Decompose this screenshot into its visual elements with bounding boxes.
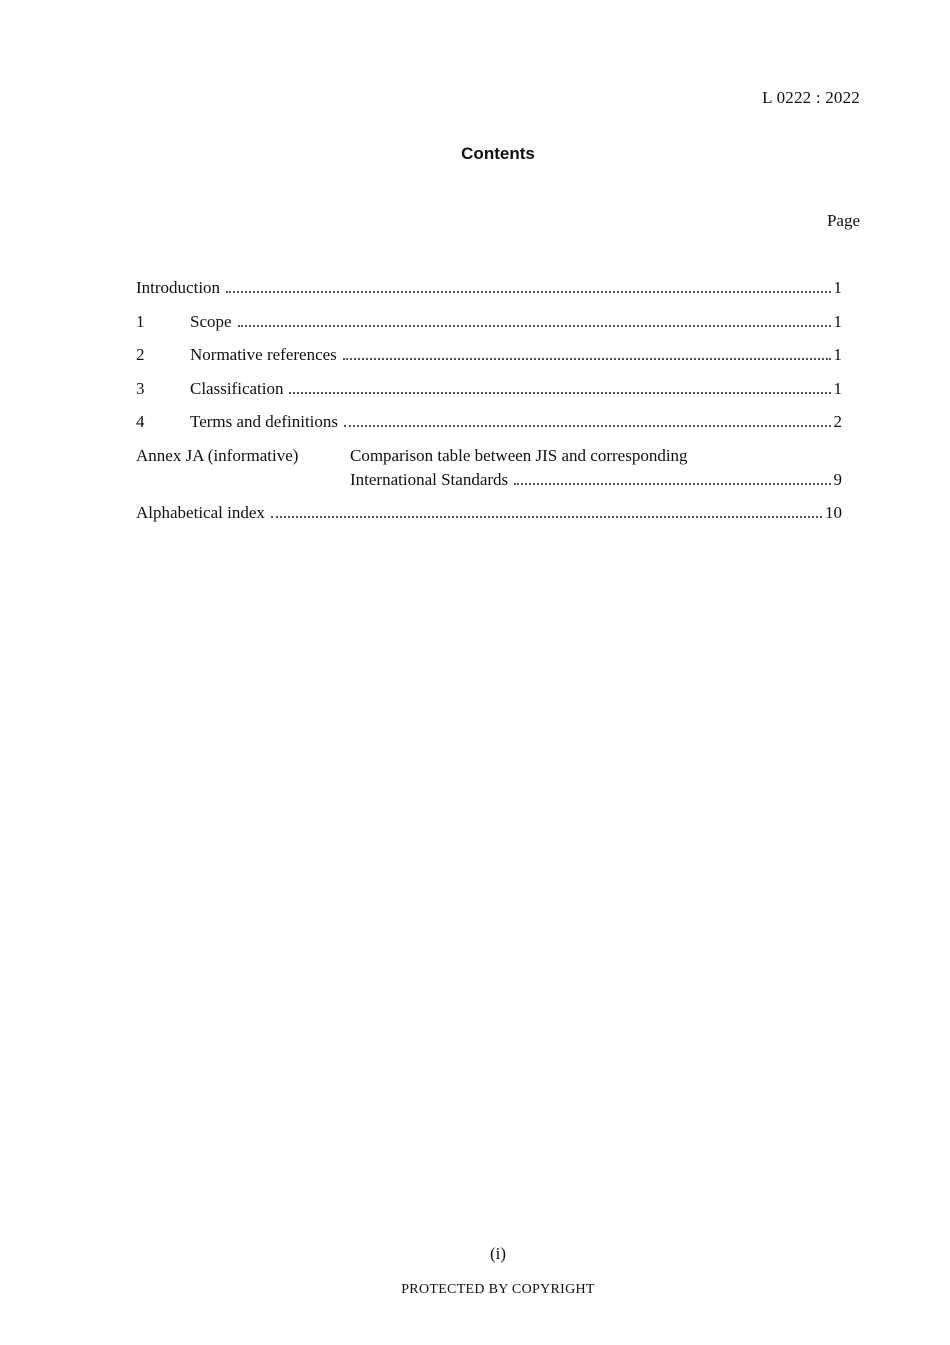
toc-entry-page: 1 [833, 311, 842, 331]
toc-entry-number: 3 [136, 378, 145, 398]
toc-entry-page: 2 [833, 412, 842, 431]
annex-title-line2-row [350, 468, 842, 492]
toc-entry-page: 1 [833, 278, 842, 297]
toc-entry-introduction[interactable] [136, 276, 842, 300]
contents-title: Contents [461, 144, 535, 163]
toc-entry-number: 1 [136, 311, 145, 331]
annex-label: Annex JA (informative) [136, 445, 299, 465]
toc-entry-terms-and-definitions[interactable] [136, 410, 842, 434]
annex-title-line2: International Standards [350, 469, 509, 489]
toc-entry-title: Introduction [136, 278, 221, 297]
toc-entry-annex-ja[interactable] [136, 444, 842, 492]
toc-entry-title: Scope [190, 311, 232, 331]
toc-entry-title: Classification [190, 378, 284, 398]
toc-entry-normative-references[interactable] [136, 343, 842, 367]
toc-entry-page: 9 [833, 469, 842, 489]
toc-entry-scope[interactable] [136, 310, 842, 334]
dot-leader [514, 483, 830, 485]
toc-entry-classification[interactable] [136, 377, 842, 401]
page-column-header: Page [826, 211, 860, 230]
annex-title-line1: Comparison table between JIS and corresponding [350, 445, 688, 465]
dot-leader [343, 358, 831, 360]
toc-entry-title: Alphabetical index [136, 503, 265, 522]
toc-entry-page: 1 [833, 345, 842, 364]
copyright-notice: PROTECTED BY COPYRIGHT [401, 1282, 595, 1297]
dot-leader [271, 516, 822, 518]
dot-leader [226, 291, 830, 293]
toc-entry-number: 4 [136, 412, 145, 431]
toc-entry-number: 2 [136, 345, 145, 364]
toc-entry-title: Normative references [190, 345, 337, 364]
dot-leader [344, 425, 830, 427]
document-number: L 0222 : 2022 [762, 88, 860, 107]
annex-title-block [350, 444, 842, 492]
toc-entry-alphabetical-index[interactable] [136, 501, 842, 525]
toc-entry-title: Terms and definitions [190, 412, 339, 431]
toc-entry-page: 10 [825, 503, 842, 522]
table-of-contents [136, 276, 842, 535]
toc-entry-page: 1 [833, 378, 842, 398]
footer-page-number: (i) [489, 1244, 507, 1263]
dot-leader [238, 325, 831, 327]
dot-leader [289, 392, 830, 394]
